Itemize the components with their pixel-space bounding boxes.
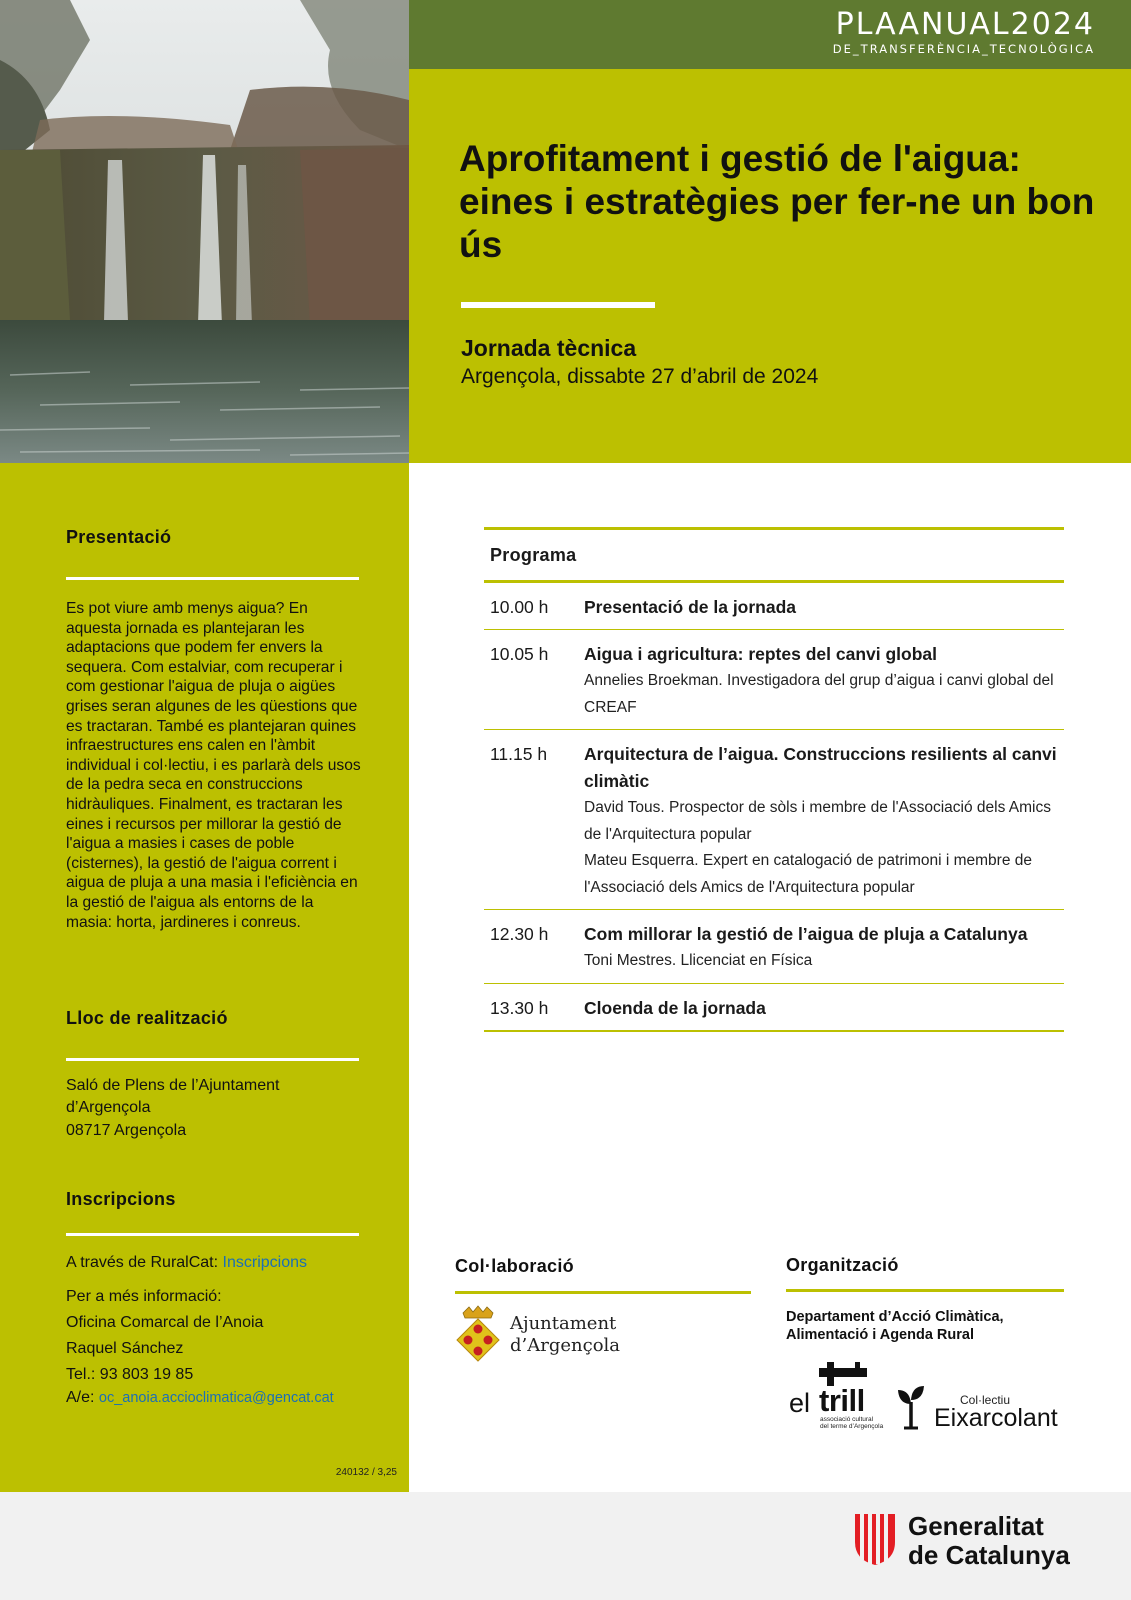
programa-title: Arquitectura de l’aigua. Construccions resilients al canvi climàtic [584,744,1057,791]
top-bar [409,0,1131,69]
trill-subtitle [820,1416,883,1430]
programa-row [484,984,1064,1032]
programa-row [484,910,1064,984]
presentacio-divider [66,577,359,580]
inscripcions-via [66,1254,307,1272]
trill-el: el [789,1388,811,1418]
programa-content [584,594,1064,621]
dept-line2: Alimentació i Agenda Rural [786,1327,974,1343]
email-label: A/e: [66,1389,99,1406]
gen-line1: Generalitat [908,1511,1044,1541]
lloc-line: d’Argençola [66,1099,151,1116]
page-title: Aprofitament i gestió de l'aigua: eines i estratègies per fer-ne un bon ús [459,138,1095,265]
inscripcions-link[interactable]: Inscripcions [222,1254,307,1271]
email-line [66,1389,334,1407]
programa-content [584,921,1064,975]
programa-speaker: Mateu Esquerra. Expert en catalogació de patrimoni i membre de l'Associació dels Amics de l'Arquitectura popular [584,852,1033,896]
brand-sub: DE_TRANSFERÈNCIA_TECNOLÒGICA [832,42,1095,56]
inscripcions-divider [66,1233,359,1236]
more-info-label: Per a més informació: [66,1288,222,1305]
programa-content [584,641,1064,721]
office-name: Oficina Comarcal de l’Anoia [66,1314,264,1331]
argencola-coat-of-arms-icon [455,1305,501,1363]
programa-row [484,583,1064,630]
programa-title: Com millorar la gestió de l’aigua de pluja a Catalunya [584,924,1028,944]
plan-anual-logo [833,8,1095,56]
sprout-icon [896,1384,926,1430]
programa-row [484,730,1064,910]
programa-title: Presentació de la jornada [584,597,797,617]
ajuntament-line2: d’Argençola [510,1335,621,1356]
via-label: A través de RuralCat: [66,1254,223,1271]
email-link[interactable]: oc_anoia.accioclimatica@gencat.cat [98,1390,334,1406]
document-code: 240132 / 3,25 [335,1467,397,1478]
programa-rows [484,583,1064,1032]
organitzacio-divider [786,1289,1064,1292]
generalitat-name [908,1512,1070,1570]
trill-sub1: associació cultural [820,1416,874,1423]
programa-time: 11.15 h [490,744,548,764]
brand-main: PLAANUAL2024 [835,7,1095,42]
eixarcolant-prefix: Col·lectiu [960,1393,1011,1407]
trill-sub2: del terme d’Argençola [820,1423,884,1430]
contact-name: Raquel Sánchez [66,1340,184,1357]
organitzacio-heading: Organització [786,1255,899,1275]
collaboracio-divider [455,1291,751,1294]
footer [0,1492,1131,1600]
gen-line2: de Catalunya [908,1540,1070,1570]
eixarcolant-name: Eixarcolant [934,1404,1058,1432]
programa-title: Cloenda de la jornada [584,997,766,1018]
ajuntament-logo [455,1305,655,1365]
programa-content [584,741,1064,901]
hero-panel [409,69,1131,463]
programa-heading: Programa [484,530,1064,583]
dept-line1: Departament d’Acció Climàtica, [786,1309,1004,1325]
programa-time: 10.00 h [490,597,549,617]
generalitat-logo-icon [853,1512,897,1566]
event-date: Argençola, dissabte 27 d’abril de 2024 [461,365,819,388]
lloc-line: 08717 Argençola [66,1122,187,1139]
programa-speaker: David Tous. Prospector de sòls i membre de l'Associació dels Amics de l'Arquitectura popular [584,799,1052,843]
event-type: Jornada tècnica [461,335,637,361]
title-divider [461,302,655,308]
department-name [786,1308,1004,1344]
eixarcolant-logo [896,1382,1066,1432]
lloc-divider [66,1058,359,1061]
programa-row [484,630,1064,730]
ajuntament-name [510,1313,620,1357]
trill-name: trill [819,1383,865,1418]
presentacio-text: Es pot viure amb menys aigua? En aquesta jornada es plantejaran les adaptacions que podem fer envers la sequera. Com estalviar, com recuperar i com gestionar l'aigua de pluja o aigües grises seran algunes de les qüestions que es tractaran. També es plantejaran quines infraestructures ens calen en l'àmbit individual i col·lectiu, i es parlarà dels usos de la pedra seca en construccions hidràuliques. Finalment, es tractaran les eines i recursos per millorar la gestió de l'aigua a masies i cases de poble (cisternes), la gestió de l'aigua corrent i aigua de pluja a una masia i l'eficiència en la gestió de l'aigua als entorns de la masia: horta, jardineres i conreus. [66,600,361,931]
el-trill-logo [789,1362,889,1432]
programa-speaker: Annelies Broekman. Investigadora del grup d’aigua i canvi global del CREAF [584,672,1054,716]
collaboracio-heading: Col·laboració [455,1256,574,1276]
programa-time: 10.05 h [490,644,549,664]
programa-time: 13.30 h [490,997,549,1018]
programa-time: 12.30 h [490,924,549,944]
ajuntament-line1: Ajuntament [510,1313,617,1334]
programa-table [484,527,1064,1032]
left-column [0,463,409,1492]
lloc-line: Saló de Plens de l’Ajuntament [66,1077,280,1094]
programa-content [584,995,1064,1022]
phone-number: Tel.: 93 803 19 85 [66,1366,194,1383]
programa-title: Aigua i agricultura: reptes del canvi global [584,644,937,664]
inscripcions-heading: Inscripcions [66,1189,176,1209]
presentacio-heading: Presentació [66,527,172,547]
programa-speaker: Toni Mestres. Llicenciat en Física [584,952,813,969]
lloc-heading: Lloc de realització [66,1008,228,1028]
waterfall-photo [0,0,409,463]
